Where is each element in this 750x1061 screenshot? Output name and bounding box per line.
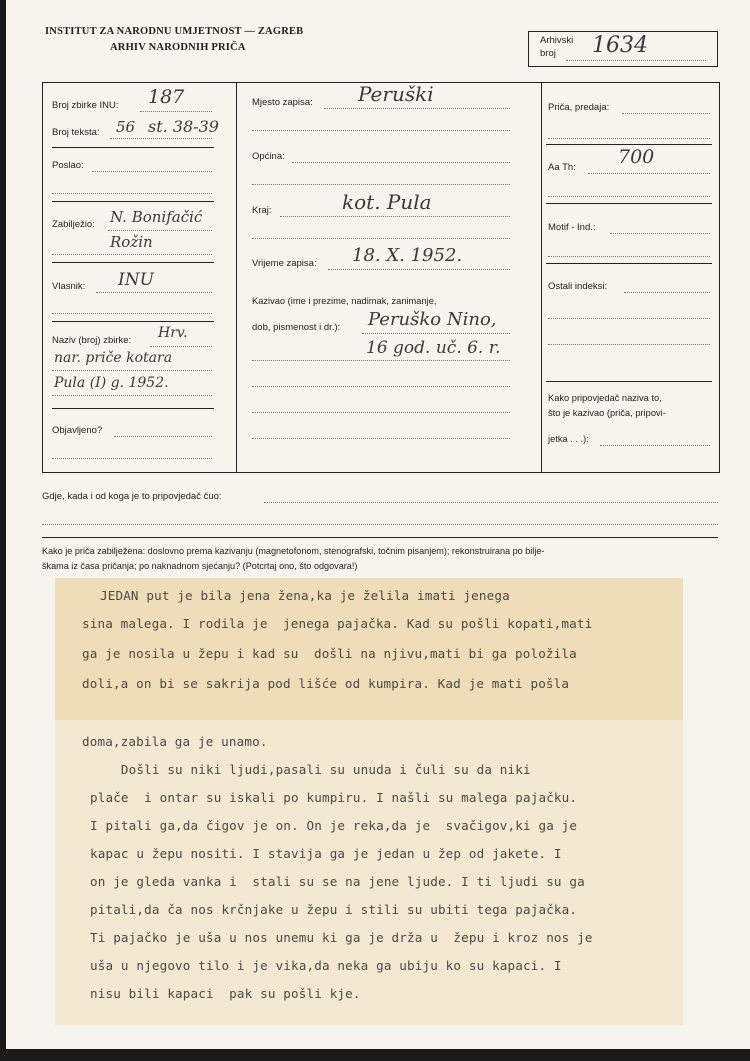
archive-number-label-2: broj [540, 48, 556, 59]
vrijeme-value: 18. X. 1952. [352, 245, 463, 266]
naziv-value-2: nar. priče kotara [54, 350, 173, 366]
story-line-11: pitali,da ča nos krčnjake u žepu i stili su ubiti tega pajačka. [90, 902, 578, 917]
broj-zbirke-label: Broj zbirke INU: [52, 100, 119, 111]
aath-value: 700 [618, 146, 655, 168]
kazivao-value-1: Peruško Nino, [368, 309, 497, 330]
story-line-7: plače i ontar su iskali po kumpiru. I našli su malega pajačku. [90, 790, 578, 805]
broj-teksta-value: 56 [116, 118, 136, 136]
story-line-13: uša u njegovo tilo i je vika,da neka ga ubiju ko su kapaci. I [90, 958, 562, 973]
story-line-1: JEDAN put je bila jena žena,ka je želila imati jenega [100, 588, 510, 603]
broj-teksta-value-2: st. 38-39 [148, 117, 219, 136]
broj-teksta-label: Broj teksta: [52, 127, 100, 138]
prica-label: Priča, predaja: [548, 102, 610, 113]
naziv-value-1: Hrv. [158, 325, 188, 341]
kraj-label: Kraj: [252, 205, 272, 216]
kazivao-label-1: Kazivao (ime i prezime, nadimak, zanimanje, [252, 296, 437, 306]
story-line-10: on je gleda vanka i stali su se na jene ljude. I ti ljudi su ga [90, 874, 585, 889]
vrijeme-label: Vrijeme zapisa: [252, 258, 317, 269]
archive-title: ARHIV NARODNIH PRIČA [110, 42, 246, 53]
mjesto-value: Peruški [358, 82, 434, 106]
zabiljezio-value-1: N. Bonifačić [110, 208, 203, 226]
broj-zbirke-value: 187 [148, 86, 185, 108]
story-line-6: Došli su niki ljudi,pasali su unuda i čuli su da niki [90, 762, 531, 777]
naziv-value-3: Pula (I) g. 1952. [54, 375, 169, 391]
story-line-3: ga je nosila u žepu i kad su došli na njivu,mati bi ga položila [82, 646, 577, 661]
kako-zabiljezena-line-1: Kako je priča zabilježena: doslovno prema kazivanju (magnetofonom, stenografski, točnim pisanjem); rekonstruirana po bilje- [42, 546, 545, 556]
story-line-14: nisu bili kapaci pak su pošli kje. [90, 986, 361, 1001]
poslao-label: Poslao: [52, 160, 84, 171]
kazivao-value-2: 16 god. uč. 6. r. [366, 338, 501, 358]
zabiljezio-value-2: Rožin [110, 233, 153, 251]
naziv-label: Naziv (broj) zbirke: [52, 335, 132, 346]
zabiljezio-label: Zabilježio: [52, 219, 95, 230]
gdje-label: Gdje, kada i od koga je to pripovjedač čuo: [42, 491, 222, 502]
kako-label-3: jetka . . .): [548, 434, 589, 444]
story-line-4: doli,a on bi se sakrija pod lišće od kumpira. Kad je mati pošla [82, 676, 570, 691]
kraj-value: kot. Pula [342, 190, 432, 214]
mjesto-label: Mjesto zapisa: [252, 97, 313, 108]
story-line-5: doma,zabila ga je unamo. [82, 734, 268, 749]
story-line-12: Ti pajačko je uša u nos unemu ki ga je drža u žepu i kroz nos je [90, 930, 593, 945]
scan-edge-bottom [0, 1049, 750, 1061]
objavljeno-label: Objavljeno? [52, 425, 103, 436]
institute-title: INSTITUT ZA NARODNU UMJETNOST — ZAGREB [45, 26, 304, 37]
ostali-label: Ostali indeksi: [548, 281, 608, 292]
motif-label: Motif - Ind.: [548, 222, 596, 233]
story-line-9: kapac u žepu nositi. I stavija ga je jedan u žep od jakete. I [90, 846, 562, 861]
vlasnik-value: INU [118, 270, 154, 290]
archive-number-label-1: Arhivski [540, 35, 574, 46]
kako-zabiljezena-line-2: škama iz časa pričanja; po naknadnom sjećanju? (Potcrtaj ono, što odgovara!) [42, 561, 358, 571]
vlasnik-label: Vlasnik: [52, 281, 86, 292]
story-line-8: I pitali ga,da čigov je on. On je reka,da je svačigov,ki ga je [90, 818, 578, 833]
story-line-2: sina malega. I rodila je jenega pajačka. Kad su pošli kopati,mati [82, 616, 593, 631]
kako-label-1: Kako pripovjedač naziva to, [548, 393, 662, 403]
opcina-label: Općina: [252, 151, 285, 162]
scan-edge-left [0, 0, 6, 1061]
aath-label: Aa Th: [548, 162, 576, 173]
kazivao-label-2: dob, pismenost i dr.): [252, 322, 341, 333]
archive-number: 1634 [592, 33, 648, 58]
kako-label-2: što je kazivao (priča, pripovi- [548, 408, 666, 418]
